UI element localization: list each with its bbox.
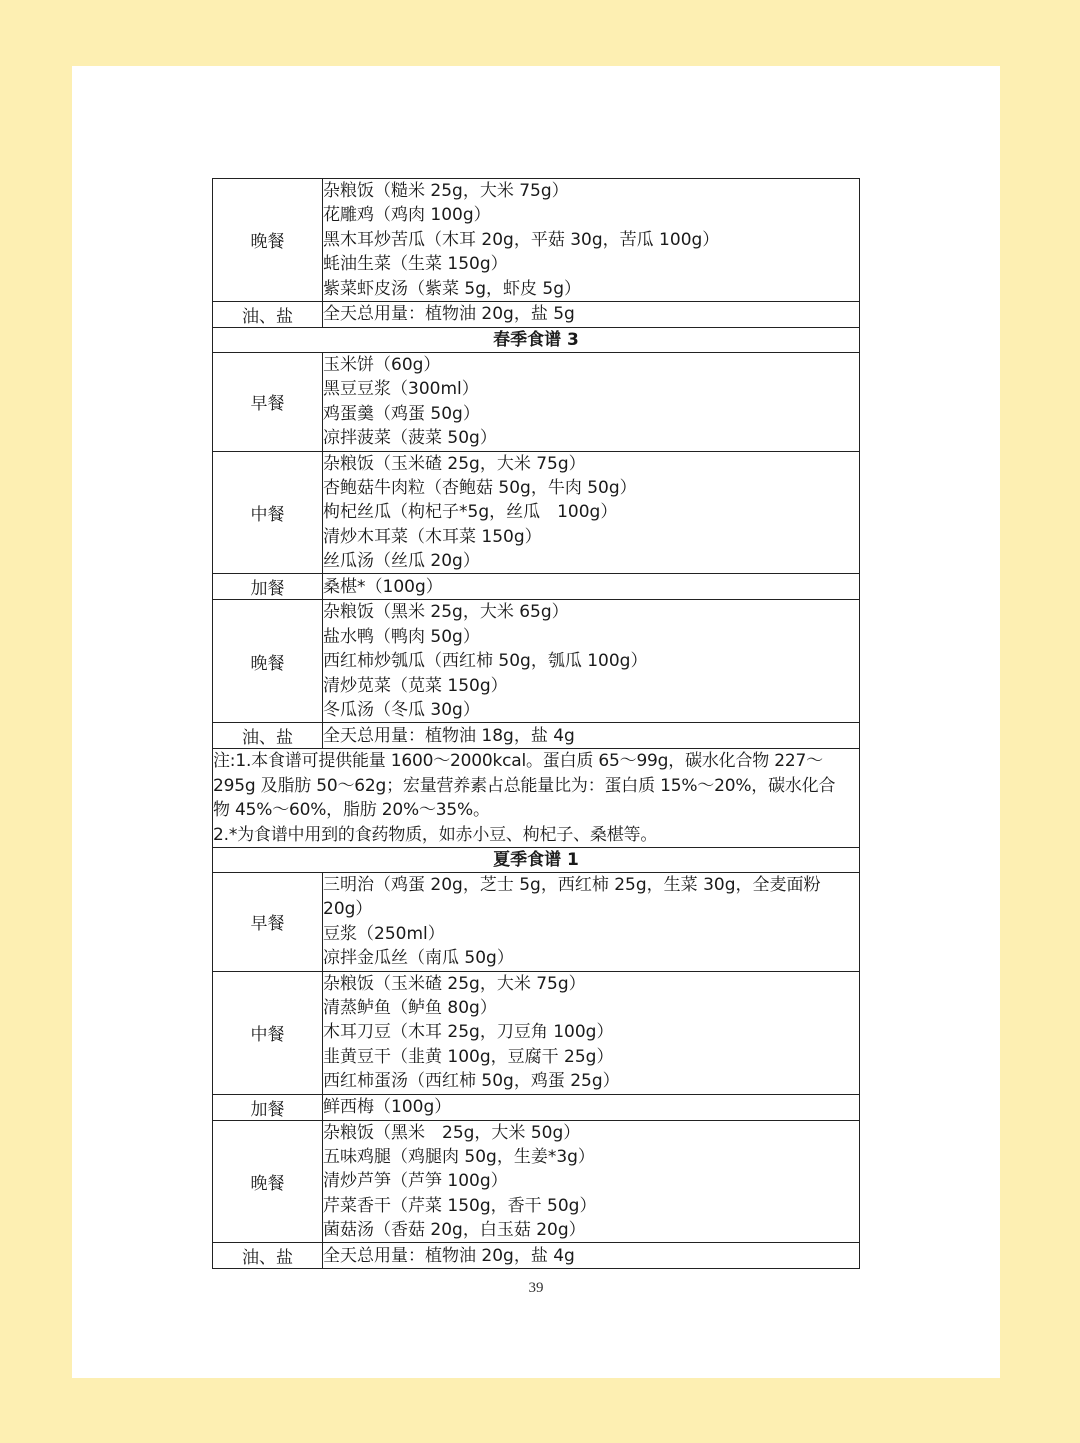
meal-row bbox=[213, 179, 860, 302]
meal-label: 中餐 bbox=[213, 451, 323, 574]
meal-label: 中餐 bbox=[213, 971, 323, 1094]
food-item: 清炒木耳菜（木耳菜 150g） bbox=[323, 526, 542, 547]
food-item: 三明治（鸡蛋 20g，芝士 5g，西红柿 25g，生菜 30g，全麦面粉 bbox=[323, 874, 821, 895]
food-item: 五味鸡腿（鸡腿肉 50g，生姜*3g） bbox=[323, 1146, 595, 1167]
meal-label: 油、盐 bbox=[213, 1243, 323, 1269]
meal-label: 加餐 bbox=[213, 1094, 323, 1120]
food-item: 杏鲍菇牛肉粒（杏鲍菇 50g，牛肉 50g） bbox=[323, 477, 637, 498]
meal-row bbox=[213, 301, 860, 327]
note-line: 注:1.本食谱可提供能量 1600～2000kcal。蛋白质 65～99g，碳水化合物 227～ bbox=[213, 751, 823, 772]
food-item: 杂粮饭（黑米 25g，大米 50g） bbox=[323, 1122, 581, 1143]
food-item: 杂粮饭（糙米 25g，大米 75g） bbox=[323, 181, 569, 201]
food-item: 凉拌金瓜丝（南瓜 50g） bbox=[323, 948, 514, 969]
food-item: 紫菜虾皮汤（紫菜 5g，虾皮 5g） bbox=[323, 278, 582, 299]
note-line: 2.*为食谱中用到的食药物质，如赤小豆、枸杞子、桑椹等。 bbox=[213, 824, 658, 845]
note-row bbox=[213, 749, 860, 848]
food-item: 清炒苋菜（苋菜 150g） bbox=[323, 675, 508, 696]
meal-items bbox=[323, 723, 860, 749]
food-item: 韭黄豆干（韭黄 100g，豆腐干 25g） bbox=[323, 1046, 614, 1067]
section-title: 春季食谱 3 bbox=[213, 327, 860, 352]
section-row bbox=[213, 327, 860, 352]
meal-label: 早餐 bbox=[213, 872, 323, 971]
section-title: 夏季食谱 1 bbox=[213, 847, 860, 872]
food-item: 杂粮饭（玉米碴 25g，大米 75g） bbox=[323, 973, 586, 994]
meal-items bbox=[323, 451, 860, 574]
food-item: 桑椹*（100g） bbox=[323, 576, 443, 597]
meal-label: 晚餐 bbox=[213, 179, 323, 302]
food-item: 鲜西梅（100g） bbox=[323, 1096, 452, 1117]
meal-row bbox=[213, 872, 860, 971]
food-item: 玉米饼（60g） bbox=[323, 354, 441, 375]
meal-row bbox=[213, 451, 860, 574]
food-item: 丝瓜汤（丝瓜 20g） bbox=[323, 551, 480, 572]
food-item: 鸡蛋羹（鸡蛋 50g） bbox=[323, 403, 480, 424]
food-item: 花雕鸡（鸡肉 100g） bbox=[323, 205, 491, 226]
meal-row bbox=[213, 971, 860, 1094]
food-item: 清炒芦笋（芦笋 100g） bbox=[323, 1171, 508, 1192]
recipe-table bbox=[212, 178, 860, 1269]
meal-label: 加餐 bbox=[213, 574, 323, 600]
food-item: 全天总用量：植物油 20g，盐 4g bbox=[323, 1245, 575, 1266]
meal-items bbox=[323, 352, 860, 451]
meal-items bbox=[323, 574, 860, 600]
food-item: 芹菜香干（芹菜 150g，香干 50g） bbox=[323, 1195, 597, 1216]
food-item: 全天总用量：植物油 18g，盐 4g bbox=[323, 725, 575, 746]
meal-label: 油、盐 bbox=[213, 723, 323, 749]
meal-items bbox=[323, 600, 860, 723]
meal-items bbox=[323, 1243, 860, 1269]
food-item: 杂粮饭（黑米 25g，大米 65g） bbox=[323, 602, 569, 623]
note-line: 295g 及脂肪 50～62g；宏量营养素占总能量比为：蛋白质 15%～20%，碳水化合 bbox=[213, 775, 836, 796]
food-item: 豆浆（250ml） bbox=[323, 923, 445, 944]
food-item: 西红柿炒瓠瓜（西红柿 50g，瓠瓜 100g） bbox=[323, 651, 648, 672]
meal-items bbox=[323, 1094, 860, 1120]
meal-items bbox=[323, 179, 860, 302]
food-item: 西红柿蛋汤（西红柿 50g，鸡蛋 25g） bbox=[323, 1071, 620, 1092]
food-item: 盐水鸭（鸭肉 50g） bbox=[323, 626, 480, 647]
food-item: 黑木耳炒苦瓜（木耳 20g，平菇 30g，苦瓜 100g） bbox=[323, 229, 720, 250]
meal-label: 晚餐 bbox=[213, 600, 323, 723]
food-item: 杂粮饭（玉米碴 25g，大米 75g） bbox=[323, 453, 586, 474]
document-page bbox=[72, 66, 1000, 1378]
food-item: 冬瓜汤（冬瓜 30g） bbox=[323, 700, 480, 721]
meal-label: 油、盐 bbox=[213, 301, 323, 327]
meal-label: 早餐 bbox=[213, 352, 323, 451]
food-item: 20g） bbox=[323, 899, 373, 920]
food-item: 清蒸鲈鱼（鲈鱼 80g） bbox=[323, 997, 497, 1018]
food-item: 菌菇汤（香菇 20g，白玉菇 20g） bbox=[323, 1220, 586, 1241]
meal-row bbox=[213, 723, 860, 749]
food-item: 蚝油生菜（生菜 150g） bbox=[323, 254, 508, 275]
meal-row bbox=[213, 1120, 860, 1243]
section-row bbox=[213, 847, 860, 872]
meal-items bbox=[323, 1120, 860, 1243]
meal-row bbox=[213, 600, 860, 723]
meal-row bbox=[213, 1094, 860, 1120]
meal-row bbox=[213, 1243, 860, 1269]
page-number: 39 bbox=[528, 1280, 544, 1296]
meal-items bbox=[323, 872, 860, 971]
food-item: 黑豆豆浆（300ml） bbox=[323, 379, 479, 400]
food-item: 木耳刀豆（木耳 25g，刀豆角 100g） bbox=[323, 1022, 614, 1043]
meal-row bbox=[213, 352, 860, 451]
meal-row bbox=[213, 574, 860, 600]
food-item: 全天总用量：植物油 20g，盐 5g bbox=[323, 304, 575, 325]
meal-items bbox=[323, 971, 860, 1094]
note-text bbox=[213, 749, 860, 848]
meal-items bbox=[323, 301, 860, 327]
food-item: 凉拌菠菜（菠菜 50g） bbox=[323, 428, 497, 449]
note-line: 物 45%～60%，脂肪 20%～35%。 bbox=[213, 800, 490, 821]
meal-label: 晚餐 bbox=[213, 1120, 323, 1243]
food-item: 枸杞丝瓜（枸杞子*5g，丝瓜 100g） bbox=[323, 502, 618, 523]
